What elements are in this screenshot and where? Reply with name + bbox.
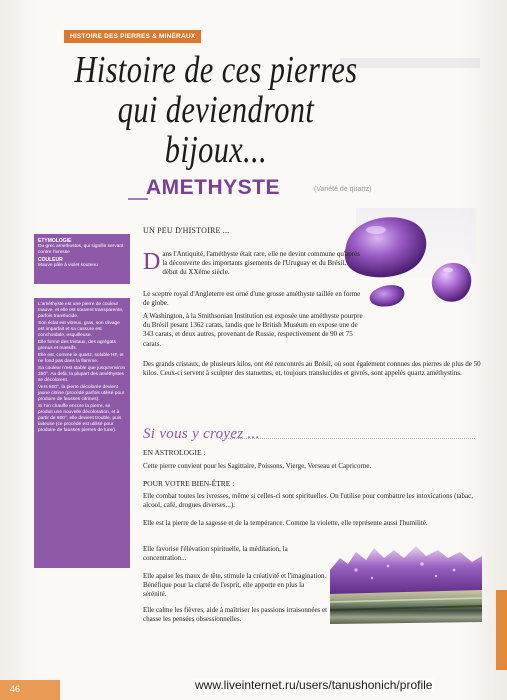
sidebar-etymology-box [34,234,130,284]
stone-variety: (Variété de quartz) [314,186,372,193]
etymology-heading: ETYMOLOGIE [38,238,72,244]
page-number: 46 [10,684,21,694]
drop-cap: D [143,249,161,275]
title-line-2: qui deviendront bijoux... [117,89,315,171]
watermark-url: www.liveinternet.ru/users/tanushonich/profile [195,678,433,692]
color-heading: COULEUR [38,257,63,263]
stone-name: AMETHYSTE [146,176,281,199]
wellbeing-paragraph-3: Elle favorise l'élévation spirituelle, la méditation, la concentration... [143,545,288,563]
history-heading: UN PEU D'HISTOIRE ... [143,226,230,235]
history-paragraph-2: Le sceptre royal d'Angleterre est orné d'une grosse améthyste taillée en forme de globe. [143,290,361,308]
property-paragraph: Si l'on chauffe encore la pierre, se produit une nouvelle décoloration, et à partir de 600°, elle devient trouble, puis laiteuse (ce procédé est utilisé pour produire de fausses pierres de lune). [38,404,122,433]
title-line-1: Histoire de ces pierres [74,49,358,91]
history-text-1: ans l'Antiquité, l'améthyste était rare, elle ne devint commune qu'après la découverte des importants gisements de l'Uruguay et du Brésil, début du XXème siècle. [162,250,360,277]
belief-heading: Si vous y croyez ... [143,426,260,442]
amethyst-geode-image [326,536,486,626]
sidebar-properties-box [34,298,130,568]
wellbeing-paragraph-2: Elle est la pierre de la sagesse et de la tempérance. Comme la violette, elle représente aussi l'humilité. [143,519,428,527]
geode-crystals [330,546,482,596]
page-title [72,50,360,170]
astrology-text: Cette pierre convient pour les Sagittaire, Poissons, Vierge, Verseau et Capricorne. [143,462,372,470]
history-paragraph-3: A Washington, à la Smithsonian Institution est exposée une améthyste pourpre du Brésil pesant 1362 carats, tandis que le British Muséum en expose une de 343 carats, et deux autres, provenant de Russie, respectivement de 90 et 75 carats. [143,312,363,348]
belief-rule [220,438,475,439]
wellbeing-paragraph-1: Elle combat toutes les ivresses, même si celles-ci sont spirituelles. On l'utilise pour combattre les intoxications (tabac, alcool, café, drogues diverses...). [143,492,473,510]
property-paragraph: Elle forme des tristaux, des agrégats grenus et massifs. [38,340,116,351]
property-paragraph: Vers 500°, la pierre décolorée devient jaune citrine (procédé parfois utilisé pour produire de fausses citrines). [38,385,125,402]
etymology-text: Du grec amethustos, qui signifie servant contre l'ivresse [38,244,124,255]
property-paragraph: Son éclat est vitreux, gras, son clivage est imparfait et sa cassure est conchoïdale, esquilleuse. [38,321,120,338]
heading-rule [128,198,148,200]
history-paragraph-4: Des grands cristaux, de plusieurs kilos, ont été rencontrés au Brésil, où sont également connues des pierres de plus de 50 kilos. Ceux-ci servent à sculpter des statuettes, et, toujours translucides et givrés, sont appelés quartz améthystins. [143,360,481,378]
side-accent-bar [496,590,507,670]
wellbeing-paragraph-4: Elle apaise les maux de tête, stimule la créativité et l'imagination. Bénéfique pour la clarté de l'esprit, elle apporte en plus la sérénité. [143,572,327,599]
property-paragraph: Elle est, comme le quartz, soluble HF, et ne fond pas dans la flamme. [38,353,124,364]
stone-small [370,285,405,306]
category-tag: HISTOIRE DES PIERRES & MINÉRAUX [64,30,201,43]
astrology-heading: EN ASTROLOGIE : [143,448,206,457]
color-text: Mauve pâle à violet soutenu [38,263,98,268]
wellbeing-paragraph-5: Elle calme les fièvres, aide à maîtriser les passions irraisonnées et chasse les pensées obsessionnelles. [143,606,328,624]
wellbeing-heading: POUR VOTRE BIEN-ÊTRE : [143,479,235,488]
property-paragraph: L'améthyste est une pierre de couleur mauve, et elle est souvent transparente, parfois translucide. [38,302,124,319]
footer-accent [0,680,60,700]
history-paragraph-1 [143,250,363,278]
property-paragraph: Sa couleur n'est stable que jusqu'environ 250°. Au delà, la plupart des améthystes se décolorent. [38,366,126,383]
